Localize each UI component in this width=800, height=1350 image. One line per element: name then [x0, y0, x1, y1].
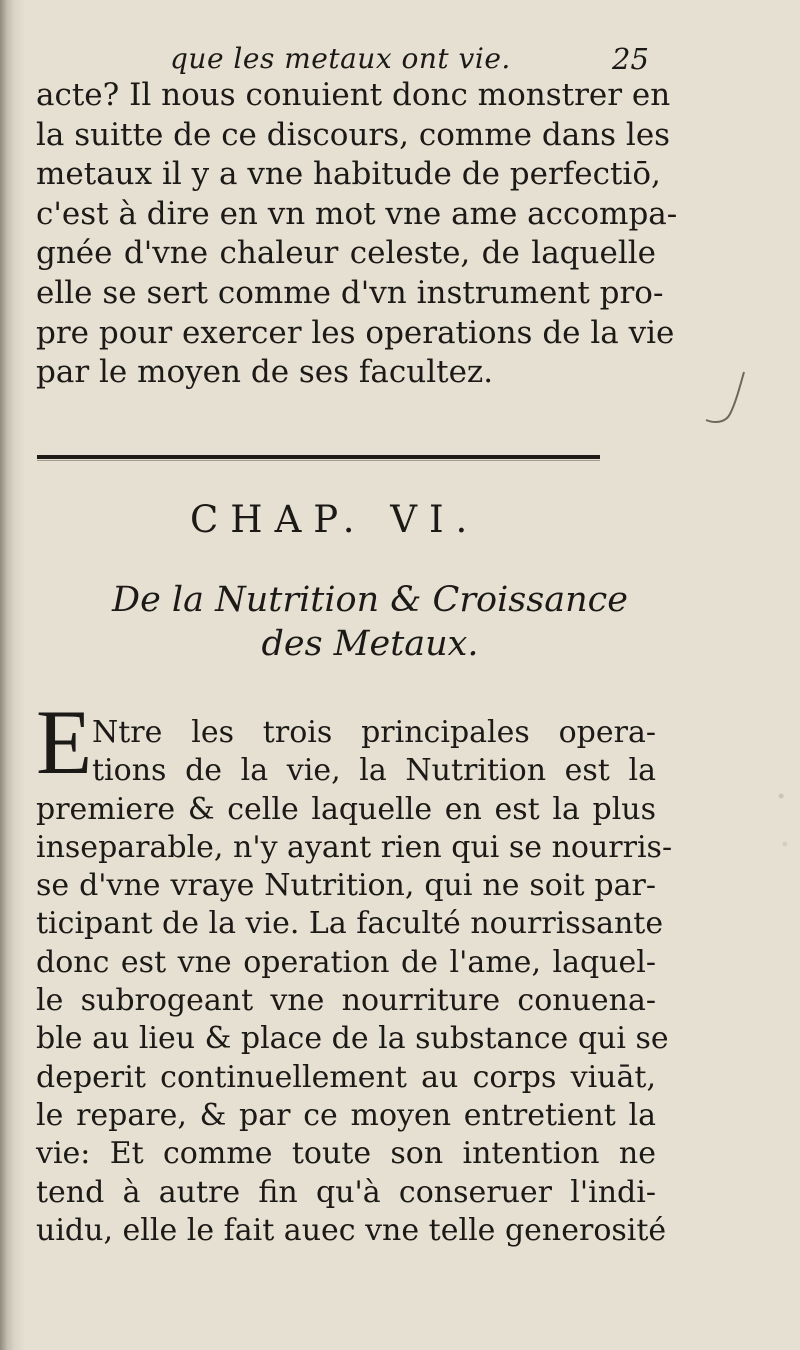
text-line: tions de la vie, la Nutrition est la — [92, 753, 656, 789]
paragraph-continued — [36, 76, 678, 393]
text-line: par le moyen de ses facultez. — [36, 354, 494, 391]
text-line: c'est à dire en vn mot vne ame accompa- — [36, 195, 678, 232]
chapter-subtitle — [70, 578, 670, 666]
text-line: tend à autre fin qu'à conseruer l'indi- — [36, 1174, 656, 1210]
text-line: se d'vne vraye Nutrition, qui ne soit par- — [36, 868, 656, 904]
text-line: donc est vne operation de l'ame, laquel- — [36, 944, 656, 980]
text-line: le repare, & par ce moyen entretient la — [36, 1097, 656, 1133]
text-line: ble au lieu & place de la substance qui se — [36, 1021, 669, 1057]
page-stain — [774, 760, 792, 880]
text-line: elle se sert comme d'vn instrument pro- — [36, 274, 664, 311]
chapter-subtitle-line: De la Nutrition & Croissance — [112, 580, 628, 620]
chapter-divider-rule — [37, 455, 600, 459]
text-line: premiere & celle laquelle en est la plus — [36, 791, 656, 827]
page-binding-shadow — [0, 0, 14, 1350]
chapter-subtitle-line: des Metaux. — [261, 624, 479, 664]
text-line: metaux il y a vne habitude de perfectiō, — [36, 156, 661, 193]
text-line: deperit continuellement au corps viuāt, — [36, 1059, 656, 1095]
text-line: Ntre les trois principales opera- — [92, 715, 656, 750]
text-line: pre pour exercer les operations de la vie — [36, 314, 675, 351]
text-line: uidu, elle le fait auec vne telle generosité — [36, 1212, 667, 1248]
drop-capital: E — [36, 691, 93, 793]
text-line: la suitte de ce discours, comme dans les — [36, 116, 671, 153]
text-line: ticipant de la vie. La faculté nourrissante — [36, 906, 664, 942]
text-line: inseparable, n'y ayant rien qui se nourris- — [36, 829, 673, 865]
chapter-heading: CHAP. VI. — [190, 498, 480, 541]
text-line: le subrogeant vne nourriture conuena- — [36, 983, 656, 1019]
running-head-title: que les metaux ont vie. — [170, 42, 511, 75]
chapter-body-text — [36, 714, 673, 1250]
text-line: gnée d'vne chaleur celeste, de laquelle — [36, 235, 656, 272]
page-number: 25 — [612, 42, 649, 76]
text-line: vie: Et comme toute son intention ne — [36, 1136, 656, 1172]
margin-ink-mark — [700, 368, 760, 428]
text-line: acte? Il nous conuient donc monstrer en — [36, 77, 671, 113]
